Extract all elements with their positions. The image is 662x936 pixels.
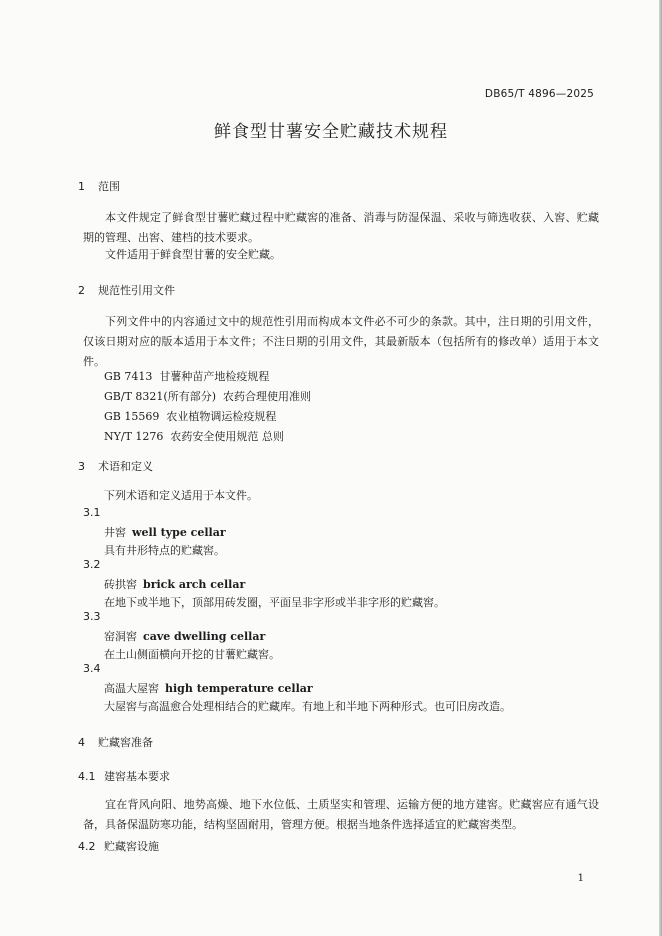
term-definition: 大屋窖与高温愈合处理相结合的贮藏库。有地上和半地下两种形式。也可旧房改造。 (104, 700, 511, 713)
reference-item: GB 7413 甘薯种苗产地检疫规程 (104, 370, 270, 383)
section-2-heading (78, 282, 175, 298)
section-title: 贮藏窖准备 (98, 736, 153, 749)
reference-item: GB 15569 农业植物调运检疫规程 (104, 410, 277, 423)
section-3-intro: 下列术语和定义适用于本文件。 (104, 489, 258, 502)
section-4-heading (78, 734, 153, 750)
term-name: 井窖 well type cellar (104, 526, 226, 539)
section-number: 3 (78, 460, 85, 473)
term-name: 砖拱窖 brick arch cellar (104, 578, 246, 591)
term-number: 3.4 (83, 662, 101, 675)
standard-number: DB65/T 4896—2025 (484, 88, 594, 100)
subsection-title: 建窖基本要求 (104, 770, 170, 783)
subsection-4-2-heading (78, 838, 159, 854)
section-title: 规范性引用文件 (98, 284, 175, 297)
subsection-4-1-heading (78, 768, 170, 784)
section-title: 范围 (98, 180, 120, 193)
term-number: 3.3 (83, 610, 101, 623)
subsection-4-1-paragraph: 宜在背风向阳、地势高燥、地下水位低、土质坚实和管理、运输方便的地方建窖。贮藏窖应有通气设备，具备保温防寒功能，结构坚固耐用，管理方便。根据当地条件选择适宜的贮藏窖类型。 (83, 798, 599, 831)
section-3-heading (78, 458, 153, 474)
document-title: 鲜食型甘薯安全贮藏技术规程 (214, 122, 448, 142)
term-number: 3.1 (83, 506, 101, 519)
subsection-title: 贮藏窖设施 (104, 840, 159, 853)
section-1-paragraph-2: 文件适用于鲜食型甘薯的安全贮藏。 (105, 248, 281, 261)
reference-item: NY/T 1276 农药安全使用规范 总则 (104, 430, 284, 443)
term-name: 高温大屋窖 high temperature cellar (104, 682, 313, 695)
term-definition: 在地下或半地下，顶部用砖发圈，平面呈非字形或半非字形的贮藏窖。 (104, 596, 445, 609)
reference-item: GB/T 8321(所有部分) 农药合理使用准则 (104, 390, 311, 403)
section-number: 1 (78, 180, 85, 193)
page-number: 1 (577, 873, 584, 884)
section-number: 4 (78, 736, 85, 749)
subsection-number: 4.2 (78, 840, 96, 853)
section-title: 术语和定义 (98, 460, 153, 473)
subsection-number: 4.1 (78, 770, 96, 783)
section-number: 2 (78, 284, 85, 297)
term-definition: 具有井形特点的贮藏窖。 (104, 544, 225, 557)
term-number: 3.2 (83, 558, 101, 571)
section-1-paragraph-1: 本文件规定了鲜食型甘薯贮藏过程中贮藏窖的准备、消毒与防湿保温、采收与筛选收获、入窖、贮藏期的管理、出窖、建档的技术要求。 (83, 211, 599, 244)
term-name: 窑洞窖 cave dwelling cellar (104, 630, 266, 643)
term-definition: 在土山侧面横向开挖的甘薯贮藏窖。 (104, 648, 280, 661)
section-1-heading (78, 178, 120, 194)
section-2-paragraph-1: 下列文件中的内容通过文中的规范性引用而构成本文件必不可少的条款。其中，注日期的引用文件，仅该日期对应的版本适用于本文件；不注日期的引用文件，其最新版本（包括所有的修改单）适用于本文件。 (83, 315, 599, 368)
